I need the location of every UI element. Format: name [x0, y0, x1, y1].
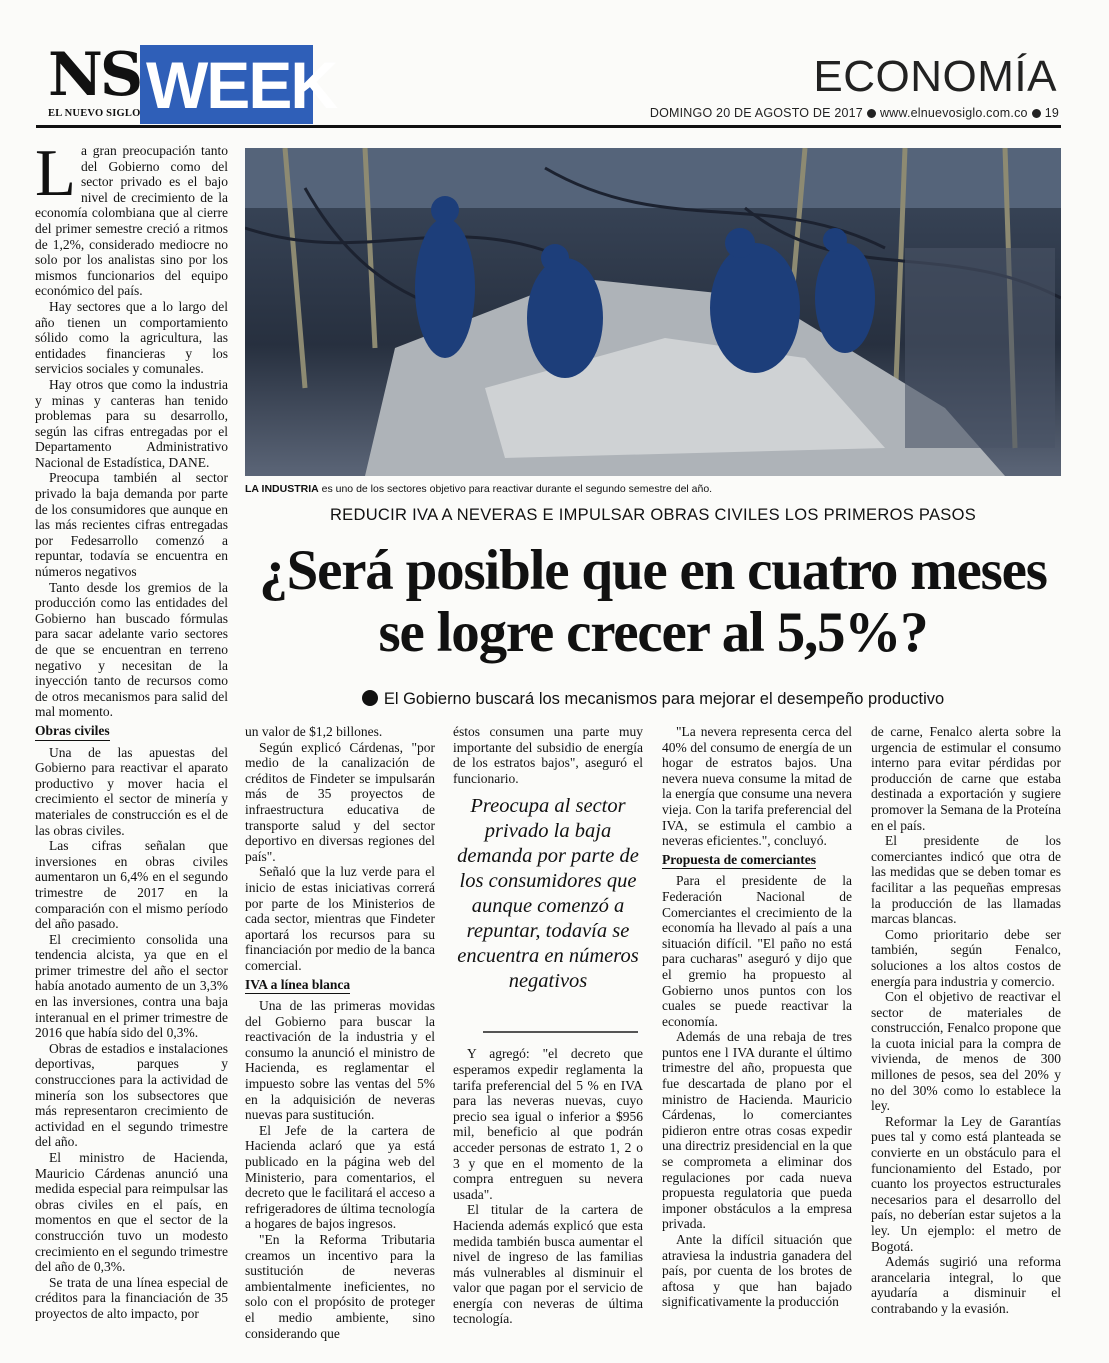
- paragraph: Para el presidente de la Federación Nacional de Comerciantes el crecimiento de la economía ha llevado al país a una situación difícil. "El paño no está para cucharas" aseguró y dijo que el gremio ha propuesto al Gobierno unos puntos con los cuales se puede reactivar la economía.: [662, 873, 852, 1029]
- paragraph: Además sugirió una reforma arancelaria integral, lo que ayudaría a disminuir el contrabando y la evasión.: [871, 1254, 1061, 1316]
- photo-caption: [245, 483, 1061, 495]
- paragraph: Obras de estadios e instalaciones deportivas, parques y construcciones para la actividad de minería son los subsectores que más representaron crecimiento de actividad en el segundo trimestre del año.: [35, 1040, 228, 1150]
- newspaper-logo: NS: [48, 40, 141, 110]
- paragraph: Las cifras señalan que inversiones en obras civiles aumentaron un 6,4% en el segundo trimestre de 2017 en la comparación con el mismo período del año pasado.: [35, 838, 228, 932]
- issue-date: DOMINGO 20 DE AGOSTO DE 2017: [649, 106, 863, 120]
- bullet-icon: [867, 109, 876, 118]
- dateline: [650, 106, 1059, 120]
- paragraph: El titular de la cartera de Hacienda además explicó que esta medida también busca aumentar el nivel de ingreso de las familias más vulnerables al disminuir el valor que pagan por el servicio de energía con neveras de última tecnología.: [453, 1202, 643, 1327]
- subheading: Propuesta de comerciantes: [662, 852, 816, 870]
- paragraph: éstos consumen una parte muy importante del subsidio de energía de los estratos bajos", aseguró el funcionario.: [453, 724, 643, 786]
- subheading: Obras civiles: [35, 723, 110, 741]
- subheadline: [245, 690, 1061, 709]
- paragraph: El ministro de Hacienda, Mauricio Cárdenas anunció una medida especial para reimpulsar las obras civiles en el país, en momentos en que el sector de la construcción tuvo un modesto crecimiento en el segundo trimestre del año de 0,3%.: [35, 1150, 228, 1275]
- section-title: ECONOMÍA: [813, 52, 1057, 101]
- pull-quote: Preocupa al sector privado la baja demanda por parte de los consumidores que aunque comenzó a repuntar, todavía se encuentra en números negativos: [457, 795, 639, 992]
- paragraph: El crecimiento consolida una tendencia alcista, ya que en el primer trimestre del año el sector había anotado aumento de un 3,3% en las inversiones, contra una baja interanual en el primer trimestre de 2016 que había sido del 0,3%.: [35, 931, 228, 1041]
- paragraph: Hay sectores que a lo largo del año tienen un comportamiento sólido como la agricultura, las entidades financieras y los servicios sociales y comunales.: [35, 298, 228, 377]
- paragraph: Preocupa también al sector privado la baja demanda por parte de los consumidores que aunque en las más recientes cifras entregadas por Fedesarrollo comenzó a repuntar, todavía se encuentra en números negativos: [35, 470, 228, 580]
- masthead-rule: [36, 125, 1061, 128]
- drop-cap: L: [35, 136, 76, 210]
- paragraph: El Jefe de la cartera de Hacienda aclaró que ya está publicado en la página web del Ministerio, para comentarios, el decreto que le facilitará el acceso a refrigeradores de última tecnología a hogares de bajos ingresos.: [245, 1122, 435, 1232]
- paragraph: Con el objetivo de reactivar el sector de materiales de construcción, Fenalco propone que la cuota inicial para la compra de vivienda, de menos de 300 millones de pesos, sea del 20% y no del 30% como lo establece la ley.: [871, 989, 1061, 1114]
- factory-photo-image: [245, 148, 1061, 476]
- paragraph: un valor de $1,2 billones.: [245, 724, 383, 739]
- headline: ¿Será posible que en cuatro meses se logre crecer al 5,5%?: [259, 539, 1047, 664]
- article-column-1: [35, 136, 228, 1322]
- paragraph: de carne, Fenalco alerta sobre la urgencia de estimular el consumo interno para evitar pérdidas por producción de carne que estaba destinada a exportación y sugiere promover la Semana de la Proteína en el país.: [871, 724, 1061, 833]
- paragraph: Según explicó Cárdenas, "por medio de la canalización de créditos de Findeter se impulsarán más de 35 proyectos de infraestructura educativa de transporte salud y del sector deportivo en diversas regiones del país".: [245, 739, 435, 864]
- paragraph: Hay otros que como la industria y minas y canteras han tenido problemas para su desarrollo, según las cifras entregadas por el Departamento Administrativo Nacional de Estadística, DANE.: [35, 376, 228, 470]
- bullet-icon: [362, 690, 378, 706]
- caption-text: es uno de los sectores objetivo para reactivar durante el segundo semestre del año.: [318, 483, 713, 495]
- page-number: 19: [1044, 106, 1059, 120]
- paragraph: Una de las primeras movidas del Gobierno para buscar la reactivación de la industria y el consumo la anunció el ministro de Hacienda, es reglamentar el impuesto sobre las ventas del 5% en la adquisición de neveras nuevas para sustitución.: [245, 998, 435, 1123]
- paragraph: Señaló que la luz verde para el inicio de estas iniciativas correrá por parte de los Ministerios de cada sector, mientras que Findeter aportará los recursos para su financiación por medio de la banca comercial.: [245, 864, 435, 973]
- article-column-2: [245, 724, 435, 1341]
- paragraph: Y agregó: "el decreto que esperamos expedir reglamenta la tarifa preferencial del 5 % en IVA para las neveras nuevas, cuyo precio sea igual o inferior a $956 mil, beneficio al que podrán acceder personas de estrato 1, 2 o 3 y que en el momento de la compra entreguen su nevera usada".: [453, 1046, 643, 1202]
- paragraph: Reformar la Ley de Garantías pues tal y como está planteada se convierte en un obstáculo para el funcionamiento del Estado, por cuanto los proyectos estructurales necesarios para el desarrollo del país, no deberían estar sujetos a la ley. Un ejemplo: el metro de Bogotá.: [871, 1113, 1061, 1254]
- factory-photo: [245, 148, 1061, 476]
- paragraph: El presidente de los comerciantes indicó que otra de las medidas que se deben tomar es facilitar a las pequeñas empresas la producción de las llamadas marcas blancas.: [871, 833, 1061, 927]
- paragraph: Como prioritario debe ser también, según Fenalco, soluciones a los altos costos de energía para industria y comercio.: [871, 926, 1061, 989]
- paragraph: "En la Reforma Tributaria creamos un incentivo para la sustitución de neveras ambientalmente ineficientes, no solo con el propósito de proteger el medio ambiente, sino considerando que: [245, 1232, 435, 1341]
- paragraph: a gran preocupación tanto del Gobierno como del sector privado es el bajo nivel de crecimiento de la economía colombiana que al cierre del primer semestre creció a ritmos de 1,2%, considerado mediocre no solo por los analistas sino por los mismos funcionarios del equipo económico del país.: [35, 143, 228, 299]
- website: www.elnuevosiglo.com.co: [879, 106, 1028, 120]
- subheading: IVA a línea blanca: [245, 977, 350, 995]
- paragraph: Una de las apuestas del Gobierno para reactivar el aparato productivo y mover hacia el crecimiento el sector de minería y materiales de construcción es el de las obras civiles.: [35, 744, 228, 838]
- week-logo-text: WEEK: [146, 48, 336, 122]
- paragraph: Se trata de una línea especial de créditos para la financiación de 35 proyectos de alto impacto, por: [35, 1274, 228, 1321]
- article-column-4: [662, 724, 852, 1310]
- paragraph: Ante la difícil situación que atraviesa la industria ganadera del país, por cuenta de los brotes de aftosa y que han bajado significativamente la producción: [662, 1232, 852, 1310]
- caption-lead: LA INDUSTRIA: [245, 483, 319, 495]
- paragraph: Tanto desde los gremios de la producción como las entidades del Gobierno han buscado fórmulas para sacar adelante vario sectores de que se encuentran en terreno negativo y necesitan de la inyección tanto de recursos como de otros mecanismos para salid del mal momento.: [35, 579, 228, 720]
- newspaper-name: EL NUEVO SIGLO: [48, 108, 141, 119]
- bullet-icon: [1032, 109, 1041, 118]
- paragraph: Además de una rebaja de tres puntos ene l IVA durante el último trimestre del año, propuesta que fue descartada de plano por el ministro de Hacienda. Mauricio Cárdenas, lo comerciantes pidieron entre otras cosas expedir una directriz presidencial en la que se comprometa a eliminar dos regulaciones por cada nueva propuesta regulatoria que pueda imponer obstáculos a la empresa privada.: [662, 1029, 852, 1232]
- pull-quote-rule: [483, 1031, 638, 1033]
- kicker: REDUCIR IVA A NEVERAS E IMPULSAR OBRAS CIVILES LOS PRIMEROS PASOS: [329, 506, 977, 524]
- article-column-5: [871, 724, 1061, 1317]
- paragraph: "La nevera representa cerca del 40% del consumo de energía de un hogar de estratos bajos. Una nevera nueva consume la mitad de la energía que consume una nevera vieja. Con la tarifa preferencial del IVA, se estimula el cambio a neveras eficientes.", concluyó.: [662, 724, 852, 849]
- subheadline-text: El Gobierno buscará los mecanismos para mejorar el desempeño productivo: [383, 690, 945, 708]
